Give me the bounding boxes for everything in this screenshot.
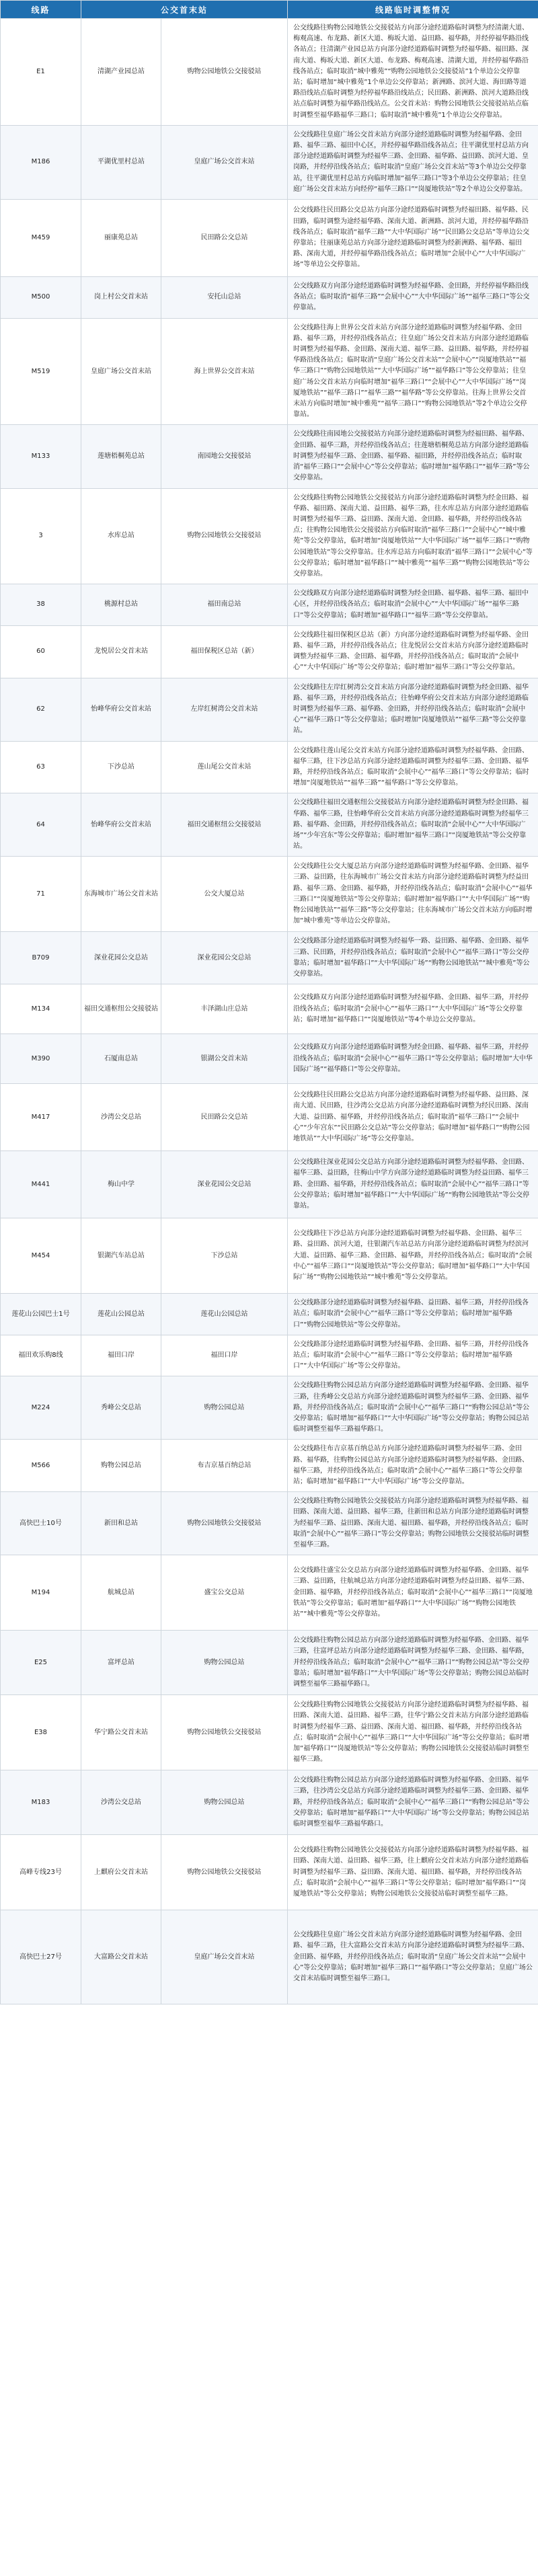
adjustment-description-cell: 公交线路部分途经道路临时调整为经福华一路、益田路、福华路、金田路、福华三路、民田路，并经停沿线各站点；临时取消“会展中心”“福华三路口”等公交停靠站；临时增加“福华路口”“大中华国际广场”“购物公园地铁站”“城中雅苑”等公交停靠站。 [288,932,538,984]
table-row [1,200,538,277]
route-cell: E25 [1,1631,81,1695]
start-terminal-cell: 东海城市广场公交首末站 [81,857,161,932]
table-row [1,1770,538,1835]
start-terminal-cell: 丽康苑总站 [81,200,161,277]
adjustment-description-cell: 公交线路往公交大厦总站方向部分途经道路临时调整为经福华路、金田路、福华三路、益田路，往东海城市广场公交首末站方向部分途经道路临时调整为经益田路、福华三路、金田路、福华路，并经停沿线各站点；临时取消“会展中心”“福华三路口”“岗厦地铁站”等公交停靠站；临时增加“福华路口”“大中华国际广场”“购物公园地铁站”“福华三路”等公交停靠站；往东海城市广场公交首末站方向临时增加“城中雅苑”等单边公交停靠站。 [288,857,538,932]
adjustment-description-cell: 公交线路往皇庭广场公交首末站方向部分途经道路临时调整为经福华路、金田路、福华三路，往大富路公交首末站方向部分途经道路临时调整为经福华三路、金田路、福华路，并经停沿线各站点；临时取消“皇庭广场公交首末站”“会展中心”等公交停靠站；临时增加“福华三路口”“福华路口”等公交停靠站；皇庭广场公交首末站临时调整至福华三路口。 [288,1910,538,2004]
adjustment-description-cell: 公交线路部分途经道路临时调整为经福华路、金田路、福华三路，并经停沿线各站点；临时取消“会展中心”“福华三路口”等公交停靠站；临时增加“福华路口”“大中华国际广场”等公交停靠站。 [288,1335,538,1376]
adjustment-description-cell: 公交线路往购物公园地铁公交接驳站方向部分途经道路临时调整为经福华路、福田路、深南大道、益田路、福华三路，往新田和总站方向部分途经道路临时调整为经福华三路、益田路、深南大道、福田路、福华路，并经停沿线各站点；临时取消“会展中心”“福华三路口”等公交停靠站；购物公园地铁公交接驳站临时调整至福华三路。 [288,1492,538,1555]
table-row [1,793,538,857]
table-row [1,1835,538,1910]
end-terminal-cell: 银湖公交首末站 [161,1034,288,1084]
adjustment-description-cell: 公交线路往南园地公交接驳站方向部分途经道路临时调整为经福田路、福华路、金田路、福华三路，并经停沿线各站点；往莲塘梧桐苑总站方向部分途经道路临时调整为经福华三路、金田路、福华路、福田路，并经停沿线各站点；临时取消“福华三路口”“会展中心”等公交停靠站；临时增加“福华路口”“福华三路”等公交停靠站。 [288,425,538,488]
start-terminal-cell: 银湖汽车站总站 [81,1218,161,1294]
route-cell: B709 [1,932,81,984]
start-terminal-cell: 水库总站 [81,488,161,584]
adjustment-description-cell: 公交线路往盛宝公交总站方向部分途经道路临时调整为经福华路、金田路、福华三路、益田路，往航城总站方向部分途经道路临时调整为经益田路、福华三路、金田路、福华路，并经停沿线各站点；临时取消“会展中心”“福华三路口”“岗厦地铁站”等公交停靠站；临时增加“福华路口”“大中华国际广场”“购物公园地铁站”“城中雅苑”等公交停靠站。 [288,1555,538,1631]
start-terminal-cell: 沙湾公交总站 [81,1770,161,1835]
route-cell: M454 [1,1218,81,1294]
start-terminal-cell: 航城总站 [81,1555,161,1631]
end-terminal-cell: 购物公园地铁公交接驳站 [161,488,288,584]
end-terminal-cell: 皇庭广场公交首末站 [161,125,288,199]
adjustment-description-cell: 公交线路双方向部分途经道路临时调整为经金田路、福华路、福华三路，并经停沿线各站点；临时取消“会展中心”“福华三路口”等公交停靠站；临时增加“大中华国际广场”“福华路口”等公交停靠站。 [288,1034,538,1084]
route-cell: M194 [1,1555,81,1631]
route-cell: M183 [1,1770,81,1835]
start-terminal-cell: 华宁路公交首末站 [81,1695,161,1770]
start-terminal-cell: 怡峰华府公交首末站 [81,678,161,741]
end-terminal-cell: 福田交通枢纽公交接驳站 [161,793,288,857]
header-adjustment: 线路临时调整情况 [288,1,538,19]
end-terminal-cell: 购物公园总站 [161,1770,288,1835]
start-terminal-cell: 清湖产业园总站 [81,19,161,126]
end-terminal-cell: 购物公园地铁公交接驳站 [161,1695,288,1770]
table-row [1,984,538,1034]
end-terminal-cell: 购物公园地铁公交接驳站 [161,19,288,126]
adjustment-description-cell: 公交线路往购物公园地铁公交接驳站方向部分途经道路临时调整为经清湖大道、梅观高速、布龙路、新区大道、梅坂大道、益田路、福华路，并经停福华路沿线各站点；往清湖产业园总站方向部分途经道路临时调整为经福华路、福田路、深南大道、梅坂大道、新区大道、布龙路、梅观高速、清湖大道，并经停福华路沿线各站点；临时取消“城中雅苑”“购物公园地铁公交接驳站”1个单边公交停靠站；临时增加“城中雅苑”1个单边公交停靠站；新洲路、滨河大道、海田路等道路沿线站点临时调整为经停福华路沿线站点；民田路、新洲路、滨河大道路沿线站点临时调整为福华路沿线站点。公交首末站：购物公园地铁公交接驳站站点临时调整至福华路福华三路口；临时取消“城中雅苑”1个单边公交停靠站。 [288,19,538,126]
end-terminal-cell: 购物公园总站 [161,1376,288,1440]
end-terminal-cell: 海上世界公交首末站 [161,318,288,425]
table-row [1,1034,538,1084]
route-cell: 福田欢乐购8线 [1,1335,81,1376]
route-cell: 71 [1,857,81,932]
route-cell: M186 [1,125,81,199]
start-terminal-cell: 富坪总站 [81,1631,161,1695]
header-route: 线路 [1,1,81,19]
end-terminal-cell: 福田保税区总站（新） [161,625,288,678]
table-row [1,1695,538,1770]
table-row [1,1492,538,1555]
route-cell: 64 [1,793,81,857]
adjustment-description-cell: 公交线路往购物公园地铁公交接驳站方向部分途经道路临时调整为经福华路、福田路、深南大道、益田路、福华三路，往华宁路公交首末站方向部分途经道路临时调整为经福华三路、益田路、深南大道、福田路、福华路，并经停沿线各站点；临时取消“会展中心”“福华三路口”“大中华国际广场”等公交停靠站；临时增加“福华路口”“岗厦地铁站”等公交停靠站；购物公园地铁公交接驳站临时调整至福华三路。 [288,1695,538,1770]
end-terminal-cell: 皇庭广场公交首末站 [161,1910,288,2004]
route-cell: 63 [1,741,81,793]
end-terminal-cell: 南园地公交接驳站 [161,425,288,488]
table-row [1,584,538,626]
start-terminal-cell: 皇庭广场公交首末站 [81,318,161,425]
route-cell: 62 [1,678,81,741]
route-cell: 38 [1,584,81,626]
end-terminal-cell: 盛宝公交总站 [161,1555,288,1631]
start-terminal-cell: 购物公园总站 [81,1440,161,1492]
table-row [1,125,538,199]
adjustment-description-cell: 公交线路往莲山尾公交首末站方向部分途经道路临时调整为经福华路、金田路、福华三路，往下沙总站方向部分途经道路临时调整为经福华三路、金田路、福华路，并经停沿线各站点；临时取消“会展中心”“福华三路口”等公交停靠站；临时增加“岗厦地铁站”“福华三路”“福华路口”等公交停靠站。 [288,741,538,793]
table-row [1,1294,538,1335]
route-cell: M441 [1,1151,81,1218]
table-row [1,857,538,932]
adjustment-description-cell: 公交线路往民田路公交总站方向部分途经道路临时调整为经福华路、益田路、深南大道、民田路，往沙湾公交总站方向部分途经道路临时调整为经民田路、深南大道、益田路、福华路，并经停沿线各站点；临时取消“福华三路口”“会展中心”“少年宫东”“民田路公交总站”等公交停靠站；临时增加“福华路口”“购物公园地铁站”“大中华国际广场”等公交停靠站。 [288,1084,538,1151]
start-terminal-cell: 岗上村公交首末站 [81,277,161,319]
route-cell: M566 [1,1440,81,1492]
start-terminal-cell: 怡峰华府公交首末站 [81,793,161,857]
adjustment-description-cell: 公交线路往布吉京基百纳总站方向部分途经道路临时调整为经福华三路、金田路、福华路，往购物公园总站方向部分途经道路临时调整为经福华路、金田路、福华三路，并经停沿线各站点；临时取消“会展中心”“福华三路口”等公交停靠站；临时增加“福华路口”“大中华国际广场”等公交停靠站。 [288,1440,538,1492]
end-terminal-cell: 深业花园公交总站 [161,932,288,984]
route-cell: M224 [1,1376,81,1440]
table-row [1,932,538,984]
adjustment-description-cell: 公交线路往深业花园公交总站方向部分途经道路临时调整为经福华路、金田路、福华三路、益田路，往梅山中学方向部分途经道路临时调整为经益田路、福华三路、金田路、福华路，并经停沿线各站点；临时取消“会展中心”“福华三路口”等公交停靠站；临时增加“福华路口”“大中华国际广场”“购物公园地铁站”等公交停靠站。 [288,1151,538,1218]
table-row [1,19,538,126]
table-row [1,488,538,584]
adjustment-description-cell: 公交线路往购物公园地铁公交接驳站方向部分途经道路临时调整为经金田路、福华路、福田路、深南大道、益田路、福华三路，往水库总站方向部分途经道路临时调整为经福华三路、益田路、深南大道、金田路、福华路，并经停沿线各站点；往购物公园地铁公交接驳站方向临时取消“福华三路口”“会展中心”“城中雅苑”等公交停靠站，临时增加“岗厦地铁站”“大中华国际广场”“福华三路口”“购物公园地铁站”等公交停靠站。往水库总站方向临时取消“福华三路口”“会展中心”等公交停靠站；临时增加“福华路口”“城中雅苑”“福华三路”“购物公园地铁站”等公交停靠站。 [288,488,538,584]
end-terminal-cell: 丰泽湖山庄总站 [161,984,288,1034]
adjustment-description-cell: 公交线路往购物公园总站方向部分途经道路临时调整为经福华路、金田路、福华三路，往秀峰公交总站方向部分途经道路临时调整为经福华三路、金田路、福华路，并经停沿线各站点；临时取消“会展中心”“福华三路口”“购物公园总站”等公交停靠站；临时增加“福华路口”“大中华国际广场”等公交停靠站；购物公园总站临时调整至福华三路福华路口。 [288,1376,538,1440]
route-cell: 3 [1,488,81,584]
end-terminal-cell: 公交大厦总站 [161,857,288,932]
route-cell: 高快巴士10号 [1,1492,81,1555]
table-row [1,741,538,793]
end-terminal-cell: 购物公园地铁公交接驳站 [161,1835,288,1910]
end-terminal-cell: 左岸红树湾公交首末站 [161,678,288,741]
header-terminals: 公交首末站 [81,1,288,19]
table-body [1,19,538,2004]
start-terminal-cell: 桃源村总站 [81,584,161,626]
table-row [1,1631,538,1695]
route-cell: 高峰专线23号 [1,1835,81,1910]
start-terminal-cell: 大富路公交首末站 [81,1910,161,2004]
end-terminal-cell: 购物公园总站 [161,1631,288,1695]
start-terminal-cell: 福田口岸 [81,1335,161,1376]
route-cell: 高快巴士27号 [1,1910,81,2004]
table-row [1,1555,538,1631]
adjustment-description-cell: 公交线路双方向部分途经道路临时调整为经福华路、金田路，并经停福华路沿线各站点；临时取消“福华三路”“会展中心”“大中华国际广场”“福华三路口”等公交停靠站。 [288,277,538,319]
route-cell: M459 [1,200,81,277]
start-terminal-cell: 莲花山公园总站 [81,1294,161,1335]
end-terminal-cell: 福田南总站 [161,584,288,626]
adjustment-description-cell: 公交线路双方向部分途经道路临时调整为经福华路、金田路、福华三路，并经停沿线各站点；临时取消“会展中心”“福华三路口”“大中华国际广场”等公交停靠站；临时增加“福华路口”“岗厦地铁站”等4个单边公交停靠站。 [288,984,538,1034]
adjustment-description-cell: 公交线路往海上世界公交首末站方向部分途经道路临时调整为经福华路、金田路、福华三路，并经停沿线各站点；往皇庭广场公交首末站方向部分途经道路临时调整为经福华路、金田路、深南大道、福华三路、益田路、福华路，并经停福华路沿线各站点；临时取消“皇庭广场公交首末站”“会展中心”“岗厦地铁站”“福华三路口”“购物公园地铁站”“大中华国际广场”“福华路口”等公交停靠站；往皇庭广场公交首末站方向临时增加“福华三路口”“会展中心”“大中华国际广场”“岗厦地铁站”“福华三路口”“福华三路”“福华路”等公交停靠站。往海上世界公交首末站方向临时增加“城中雅苑”“福华三路口”“购物公园地铁站”等2个单边公交停靠站。 [288,318,538,425]
table-row [1,1151,538,1218]
end-terminal-cell: 购物公园地铁公交接驳站 [161,1492,288,1555]
adjustment-description-cell: 公交线路部分途经道路临时调整为经福华路、益田路、福华三路，并经停沿线各站点；临时取消“会展中心”“福华三路口”等公交停靠站；临时增加“福华路口”“购物公园地铁站”等公交停靠站。 [288,1294,538,1335]
start-terminal-cell: 石厦南总站 [81,1034,161,1084]
start-terminal-cell: 上麒府公交首末站 [81,1835,161,1910]
start-terminal-cell: 福田交通枢纽公交接驳站 [81,984,161,1034]
table-row [1,1910,538,2004]
start-terminal-cell: 龙悦居公交首末站 [81,625,161,678]
end-terminal-cell: 民田路公交总站 [161,200,288,277]
start-terminal-cell: 平湖优里村总站 [81,125,161,199]
table-row [1,625,538,678]
start-terminal-cell: 梅山中学 [81,1151,161,1218]
end-terminal-cell: 深业花园公交总站 [161,1151,288,1218]
route-cell: M134 [1,984,81,1034]
route-cell: M519 [1,318,81,425]
route-cell: M417 [1,1084,81,1151]
table-row [1,318,538,425]
table-header-row [1,1,538,19]
table-row [1,1440,538,1492]
end-terminal-cell: 莲花山公园总站 [161,1294,288,1335]
route-cell: M133 [1,425,81,488]
end-terminal-cell: 民田路公交总站 [161,1084,288,1151]
start-terminal-cell: 莲塘梧桐苑总站 [81,425,161,488]
start-terminal-cell: 秀峰公交总站 [81,1376,161,1440]
table-row [1,1376,538,1440]
start-terminal-cell: 新田和总站 [81,1492,161,1555]
end-terminal-cell: 下沙总站 [161,1218,288,1294]
table-row [1,1084,538,1151]
route-cell: E1 [1,19,81,126]
adjustment-description-cell: 公交线路往购物公园总站方向部分途经道路临时调整为经福华路、金田路、福华三路，往富坪总站方向部分途经道路临时调整为经福华三路、金田路、福华路，并经停沿线各站点；临时取消“会展中心”“福华三路口”“购物公园总站”等公交停靠站；临时增加“福华路口”“大中华国际广场”等公交停靠站；购物公园总站临时调整至福华三路福华路口。 [288,1631,538,1695]
table-row [1,425,538,488]
adjustment-description-cell: 公交线路往皇庭广场公交首末站方向部分途经道路临时调整为经福华路、金田路、福华三路、福田中心区，并经停福华路沿线各站点；往平湖优里村总站方向部分途经道路临时调整为经福华三路、金田路、福华路、益田路、滨河大道、皇岗路，并经停沿线各站点；临时取消“皇庭广场公交首末站”等3个单边公交停靠站，往平湖优里村总站方向临时增加“福华三路口”等3个单边公交停靠站；往皇庭广场公交首末站方向经停“福华三路口”“岗厦地铁站”等2个单边公交停靠站。 [288,125,538,199]
route-cell: M390 [1,1034,81,1084]
start-terminal-cell: 下沙总站 [81,741,161,793]
adjustment-description-cell: 公交线路往购物公园总站方向部分途经道路临时调整为经福华路、金田路、福华三路，往沙湾公交总站方向部分途经道路临时调整为经福华三路、金田路、福华路，并经停沿线各站点；临时取消“会展中心”“福华三路口”“购物公园总站”等公交停靠站；临时增加“福华路口”“大中华国际广场”等公交停靠站；购物公园总站临时调整至福华三路福华路口。 [288,1770,538,1835]
start-terminal-cell: 深业花园公交总站 [81,932,161,984]
table-row [1,678,538,741]
table-row [1,1335,538,1376]
adjustment-description-cell: 公交线路往左岸红树湾公交首末站方向部分途经道路临时调整为经金田路、福华路、福华三路，并经停沿线各站点；往怡峰华府公交首末站方向部分途经道路临时调整为经福华三路、福华路、金田路，并经停沿线各站点；临时取消“会展中心”“福华三路口”等公交停靠站；临时增加“岗厦地铁站”“福华三路”等公交停靠站。 [288,678,538,741]
start-terminal-cell: 沙湾公交总站 [81,1084,161,1151]
end-terminal-cell: 布吉京基百纳总站 [161,1440,288,1492]
table-row [1,1218,538,1294]
adjustment-description-cell: 公交线路往下沙总站方向部分途经道路临时调整为经福华路、金田路、福华三路、益田路、滨河大道，往银湖汽车站总站方向部分途经道路临时调整为经滨河大道、益田路、福华三路、金田路、福华路，并经停沿线各站点；临时取消“会展中心”“福华三路口”“岗厦地铁站”等公交停靠站；临时增加“福华路口”“大中华国际广场”“购物公园地铁站”“城中雅苑”等公交停靠站。 [288,1218,538,1294]
adjustment-description-cell: 公交线路双方向部分途经道路临时调整为经金田路、福华路、福华三路、福田中心区，并经停沿线各站点；临时取消“会展中心”“大中华国际广场”“福华三路口”等公交停靠站；临时增加“福华路口”“福华三路”等公交停靠站。 [288,584,538,626]
adjustment-description-cell: 公交线路往福田交通枢纽公交接驳站方向部分途经道路临时调整为经金田路、福华路、福华三路，往怡峰华府公交首末站方向部分途经道路临时调整为经福华三路、福华路、金田路，并经停沿线各站点；临时取消“会展中心”“大中华国际广场”“少年宫东”等公交停靠站；临时增加“福华三路口”“岗厦地铁站”等公交停靠站。 [288,793,538,857]
route-cell: 60 [1,625,81,678]
end-terminal-cell: 安托山总站 [161,277,288,319]
table-row [1,277,538,319]
route-cell: 莲花山公园巴士1号 [1,1294,81,1335]
route-cell: E38 [1,1695,81,1770]
adjustment-description-cell: 公交线路往购物公园地铁公交接驳站方向部分途经道路临时调整为经福华路、福田路、深南大道、益田路、福华三路，往上麒府公交首末站方向部分途经道路临时调整为经福华三路、益田路、深南大道、福田路、福华路，并经停沿线各站点；临时取消“会展中心”“福华三路口”等公交停靠站；临时增加“福华路口”“岗厦地铁站”等公交停靠站；购物公园地铁公交接驳站临时调整至福华三路。 [288,1835,538,1910]
end-terminal-cell: 福田口岸 [161,1335,288,1376]
end-terminal-cell: 莲山尾公交首末站 [161,741,288,793]
adjustment-description-cell: 公交线路往民田路公交总站方向部分途经道路临时调整为经福田路、福华路、民田路，临时调整为途经福华路、深南大道、新洲路、滨河大道，并经停福华路沿线各站点；临时取消“福华三路”“大中华国际广场”“民田路公交总站”等单边公交停靠站；往丽康苑总站方向部分途经道路临时调整为经新洲路、福华路、福田路、深南大道，并经停福华路沿线各站点；临时增加“会展中心”“大中华国际广场”等单边公交停靠站。 [288,200,538,277]
route-cell: M500 [1,277,81,319]
adjustment-description-cell: 公交线路往福田保税区总站（新）方向部分途经道路临时调整为经福华路、金田路、福华三路，并经停沿线各站点；往龙悦居公交首末站方向部分途经道路临时调整为经福华三路、金田路、福华路，并经停沿线各站点；临时取消“会展中心”“大中华国际广场”等公交停靠站；临时增加“福华三路口”等公交停靠站。 [288,625,538,678]
